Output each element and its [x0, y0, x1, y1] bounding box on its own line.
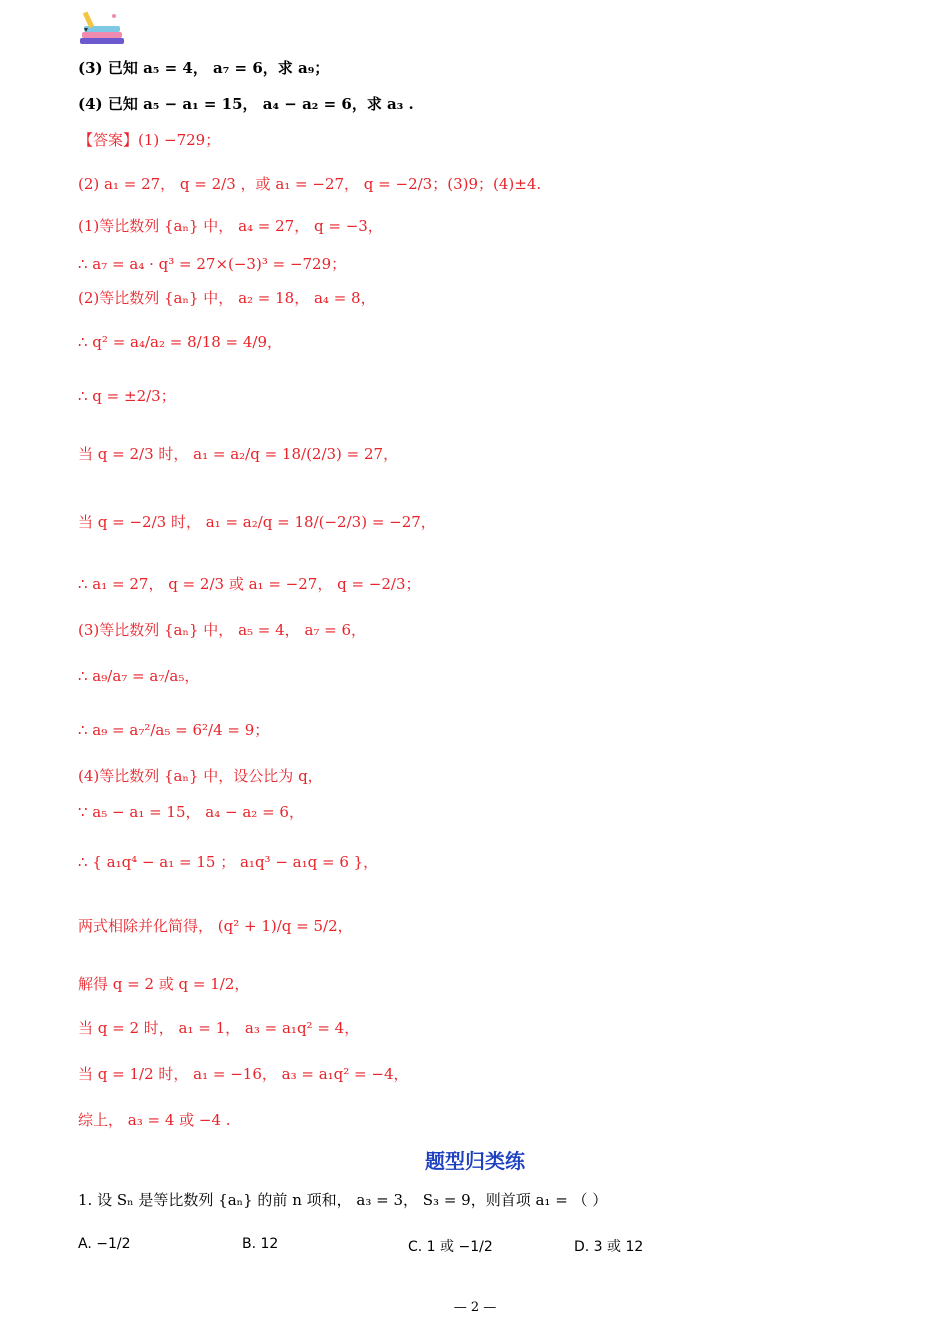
- text-line-s18: 当 q = 1/2 时， a₁ = −16， a₃ = a₁q² = −4，: [78, 1065, 409, 1083]
- text-line-s6: 当 q = 2/3 时， a₁ = a₂/q = 18/(2/3) = 27，: [78, 445, 399, 463]
- text-line-s12: (4)等比数列 {aₙ} 中，设公比为 q，: [78, 767, 323, 785]
- pencil-book-icon: [78, 8, 128, 50]
- text-line-s13: ∵ a₅ − a₁ = 15， a₄ − a₂ = 6，: [78, 803, 304, 821]
- text-line-p1: 1. 设 Sₙ 是等比数列 {aₙ} 的前 n 项和， a₃ = 3， S₃ = 9，则首项 a₁ = （ ）: [78, 1191, 608, 1209]
- answer-option-b[interactable]: B. 12: [242, 1236, 279, 1252]
- text-line-ans2: (2) a₁ = 27， q = 2/3 ，或 a₁ = −27， q = −2/3；(3)9；(4)±4.: [78, 175, 542, 193]
- text-line-s4: ∴ q² = a₄/a₂ = 8/18 = 4/9，: [78, 333, 283, 351]
- answer-option-d[interactable]: D. 3 或 12: [574, 1239, 644, 1255]
- text-line-q3: (3) 已知 a₅ = 4， a₇ = 6，求 a₉；: [78, 59, 330, 77]
- text-line-s10: ∴ a₉/a₇ = a₇/a₅，: [78, 667, 200, 685]
- text-line-s7: 当 q = −2/3 时， a₁ = a₂/q = 18/(−2/3) = −27，: [78, 513, 436, 531]
- text-line-s5: ∴ q = ±2/3；: [78, 387, 176, 405]
- answer-option-a[interactable]: A. −1/2: [78, 1236, 131, 1252]
- text-line-s2: ∴ a₇ = a₄ · q³ = 27×(−3)³ = −729；: [78, 255, 347, 273]
- text-line-s3: (2)等比数列 {aₙ} 中， a₂ = 18， a₄ = 8，: [78, 289, 376, 307]
- text-line-s9: (3)等比数列 {aₙ} 中， a₅ = 4， a₇ = 6，: [78, 621, 367, 639]
- section-title: 题型归类练: [425, 1149, 525, 1173]
- page-number: — 2 —: [453, 1300, 497, 1315]
- text-line-s11: ∴ a₉ = a₇²/a₅ = 6²/4 = 9；: [78, 721, 270, 739]
- text-line-s8: ∴ a₁ = 27， q = 2/3 或 a₁ = −27， q = −2/3；: [78, 575, 421, 593]
- answer-option-c[interactable]: C. 1 或 −1/2: [408, 1239, 493, 1255]
- text-line-s17: 当 q = 2 时， a₁ = 1， a₃ = a₁q² = 4，: [78, 1019, 360, 1037]
- text-line-s16: 解得 q = 2 或 q = 1/2，: [78, 975, 250, 993]
- text-line-s19: 综上， a₃ = 4 或 −4 .: [78, 1111, 231, 1129]
- text-line-s15: 两式相除并化简得， (q² + 1)/q = 5/2，: [78, 917, 353, 935]
- text-line-ans1: 【答案】(1) −729；: [78, 131, 221, 149]
- text-line-q4: (4) 已知 a₅ − a₁ = 15， a₄ − a₂ = 6，求 a₃ .: [78, 95, 414, 113]
- text-line-s1: (1)等比数列 {aₙ} 中， a₄ = 27， q = −3，: [78, 217, 383, 235]
- text-line-s14: ∴ { a₁q⁴ − a₁ = 15 ； a₁q³ − a₁q = 6 }，: [78, 853, 379, 871]
